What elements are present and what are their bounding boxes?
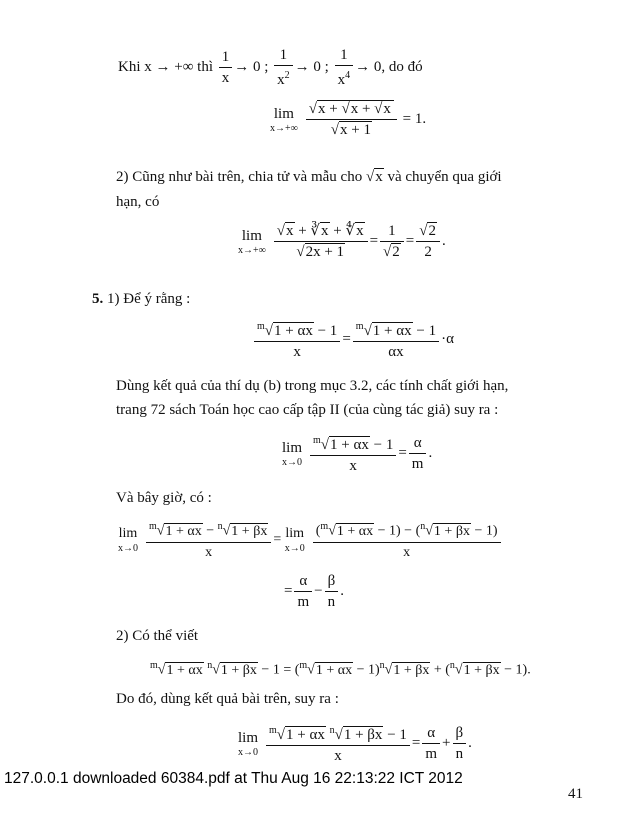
- formula-limit-4: lim x→0 $\frac{^m√1 + \alpha x - ^n√1 + \beta x}{x}$ = lim x→0 $\frac{(^m√1 + \alpha x - 1) - (^n√1 + \beta x - 1)}{x}$: [118, 518, 503, 562]
- formula-identity: $\frac{^m√1 + \alpha x - 1}{x}$ = $\frac{^m√1 + \alpha x - 1}{\alpha x}$ ·α: [252, 318, 454, 361]
- formula-result-1: = $\frac{\alpha}{m}$ − $\frac{\beta}{n}$ .: [284, 573, 344, 610]
- exercise-5-heading: 5. 1) Để ý rằng :: [92, 291, 191, 307]
- download-stamp: 127.0.0.1 downloaded 60384.pdf at Thu Aug 16 22:13:22 ICT 2012: [4, 770, 463, 787]
- formula-limit-1: lim x→+∞ $\frac{√x + √x + √x}{√x + 1}$ = 1.: [270, 101, 427, 138]
- line-9: trang 72 sách Toán học cao cấp tập II (của cùng tác giả) suy ra :: [116, 402, 499, 418]
- line-11: Và bây giờ, có :: [116, 490, 212, 506]
- line-1: Khi x → +∞ thì $\frac{1}{x}$ → 0 ; $\frac{1}{x^2}$ → 0 ; $\frac{1}{x^4}$ → 0, do đó: [118, 47, 423, 88]
- formula-limit-2: lim x→+∞ $\frac{√x + ∛x + ∜x}{√2x + 1}$ = $\frac{1}{√2}$ = $\frac{√2}{2}$ .: [238, 223, 446, 260]
- formula-limit-3: lim x→0 $\frac{^m√1 + \alpha x - 1}{x}$ = $\frac{\alpha}{m}$ .: [282, 432, 432, 475]
- page-number: 41: [568, 786, 583, 802]
- line-4: hạn, có: [116, 194, 160, 210]
- line-16: Do đó, dùng kết quả bài trên, suy ra :: [116, 691, 339, 707]
- line-8: Dùng kết quả của thí dụ (b) trong mục 3.2, các tính chất giới hạn,: [116, 378, 509, 394]
- formula-identity-2: $^m$√1 + αx $^n√1 + \beta x - 1 = (^m√1 + \alpha x - 1)^n√1 + \beta x + (^n√1 + \beta x - 1)$.: [150, 660, 531, 678]
- line-14: 2) Có thể viết: [116, 628, 199, 644]
- formula-limit-5: lim x→0 $\frac{^m√1 + \alpha x ^n√1 + \beta x - 1}{x}$ = $\frac{\alpha}{m}$ + $\frac{\beta}{n}$ .: [238, 722, 472, 765]
- line-3: 2) Cũng như bài trên, chia tử và mẫu cho √x và chuyển qua giới: [116, 169, 502, 185]
